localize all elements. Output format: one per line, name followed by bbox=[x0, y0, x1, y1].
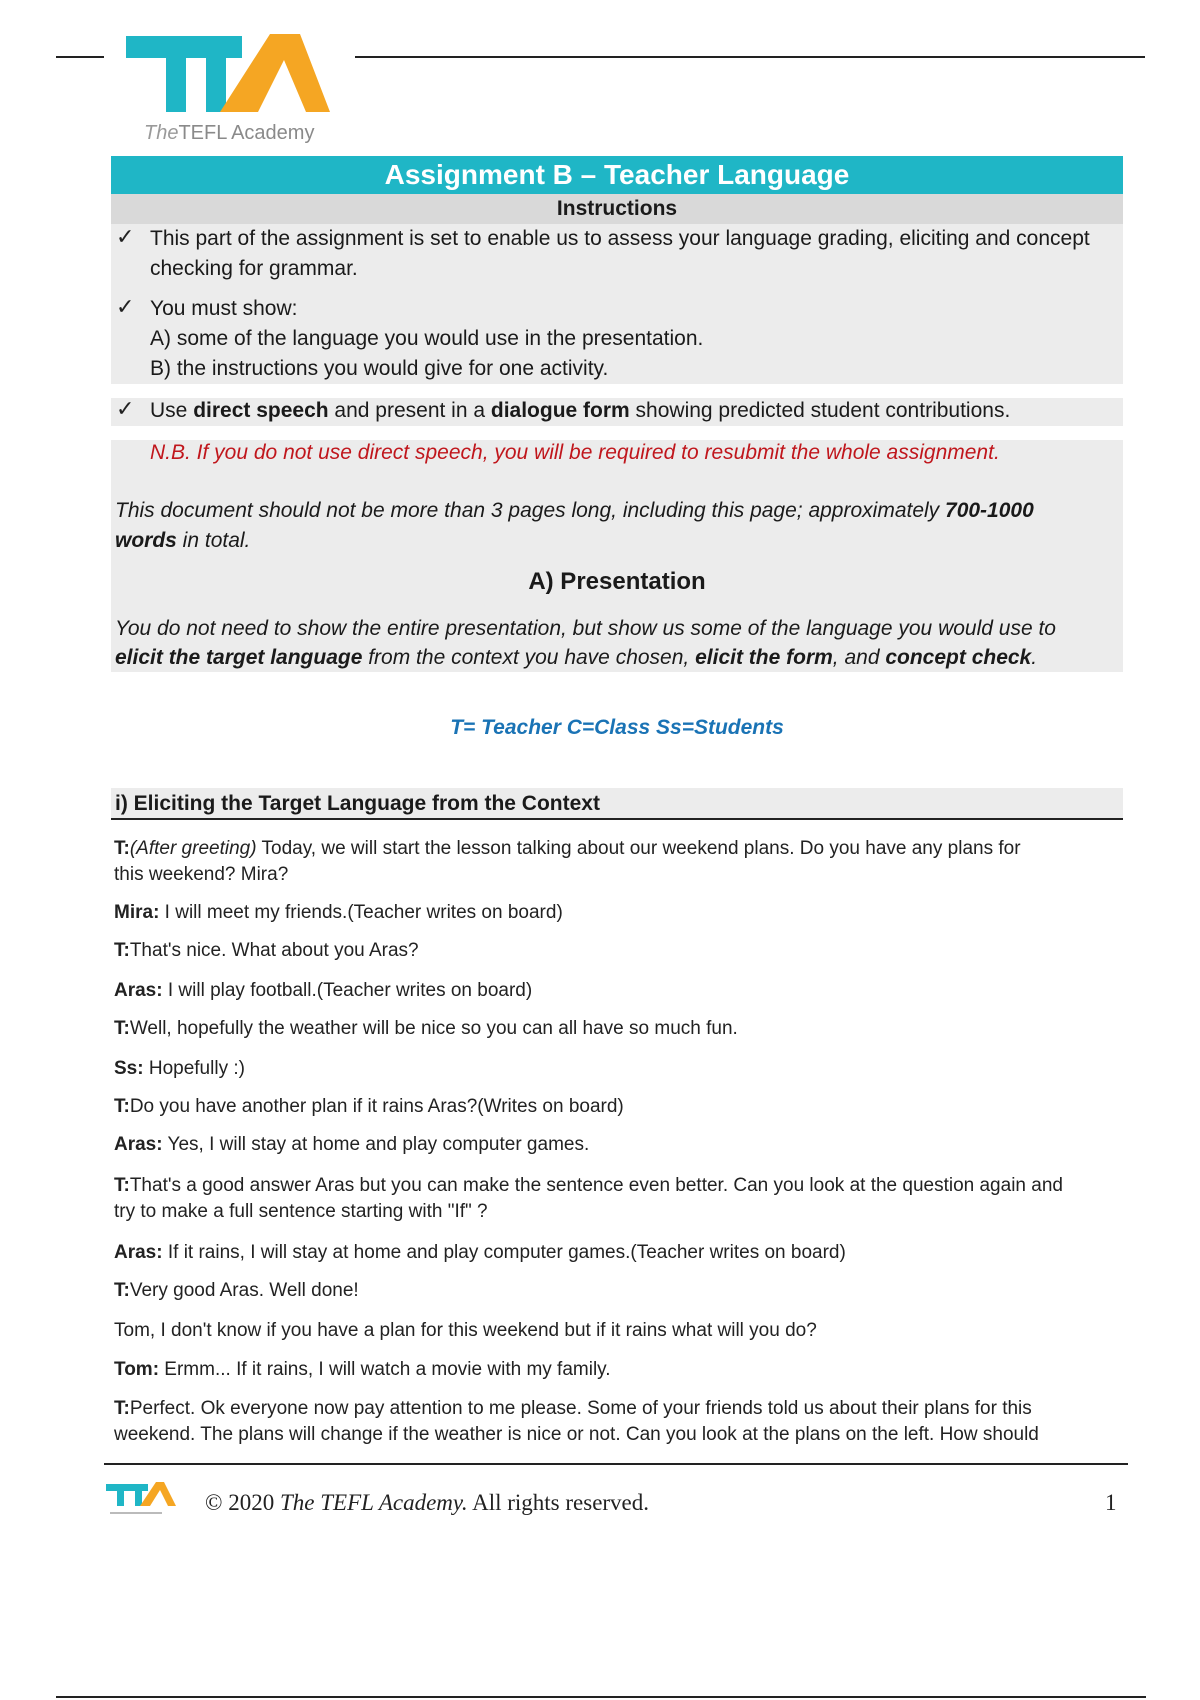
utterance-continuation: weekend. The plans will change if the weather is nice or not. Can you look at the plans on the left. How should bbox=[114, 1424, 1039, 1445]
dialogue-line bbox=[114, 1396, 1124, 1448]
utterance-text: Ermm... If it rains, I will watch a movie with my family. bbox=[159, 1359, 611, 1380]
dialogue-line bbox=[114, 1056, 1124, 1082]
speaker-label: T: bbox=[114, 1398, 130, 1419]
instruction-3: Use direct speech and present in a dialogue form showing predicted student contributions. bbox=[150, 399, 1011, 422]
utterance-text: Hopefully :) bbox=[143, 1058, 245, 1079]
dialogue-line bbox=[114, 1278, 1124, 1304]
speaker-label: Aras: bbox=[114, 980, 163, 1001]
checkmark-icon: ✓ bbox=[116, 224, 135, 249]
length-note-line-1: This document should not be more than 3 pages long, including this page; approximately 700-1000 bbox=[115, 499, 1034, 522]
speaker-label: Aras: bbox=[114, 1242, 163, 1263]
utterance-text: Well, hopefully the weather will be nice so you can all have so much fun. bbox=[129, 1018, 738, 1039]
utterance-text: Yes, I will stay at home and play computer games. bbox=[162, 1134, 590, 1155]
copyright: © 2020 The TEFL Academy. All rights reserved. bbox=[205, 1490, 650, 1515]
instruction-2-line-2: A) some of the language you would use in the presentation. bbox=[150, 327, 704, 350]
length-note-line-2: words in total. bbox=[115, 529, 251, 552]
instruction-1-line-2: checking for grammar. bbox=[150, 257, 358, 280]
instruction-2-line-3: B) the instructions you would give for one activity. bbox=[150, 357, 609, 380]
utterance-text: Today, we will start the lesson talking about our weekend plans. Do you have any plans for bbox=[256, 838, 1021, 859]
speaker-label: Aras: bbox=[114, 1134, 163, 1155]
dialogue-line bbox=[114, 1240, 1124, 1266]
top-rule-right bbox=[355, 56, 1145, 58]
utterance-text: Very good Aras. Well done! bbox=[129, 1280, 359, 1301]
utterance-text: That's nice. What about you Aras? bbox=[129, 940, 419, 961]
logo-subtitle: TheTEFL Academy bbox=[144, 122, 315, 144]
instruction-2-line-1: You must show: bbox=[150, 297, 298, 320]
dialogue-line bbox=[114, 836, 1124, 888]
speaker-label: T: bbox=[114, 838, 130, 859]
speaker-label: T: bbox=[114, 940, 130, 961]
bottom-rule bbox=[56, 1696, 1146, 1698]
utterance-continuation: try to make a full sentence starting with "If" ? bbox=[114, 1201, 488, 1222]
dialogue-line bbox=[114, 1132, 1124, 1158]
dialogue-line bbox=[114, 1094, 1124, 1120]
nb-warning: N.B. If you do not use direct speech, you will be required to resubmit the whole assignment. bbox=[150, 441, 1000, 464]
footer-rule bbox=[104, 1463, 1128, 1465]
section-i-heading: i) Eliciting the Target Language from the Context bbox=[111, 788, 1123, 820]
checkmark-icon: ✓ bbox=[116, 294, 135, 319]
speaker-label: Tom: bbox=[114, 1359, 160, 1380]
presentation-desc-line-2: elicit the target language from the context you have chosen, elicit the form, and concept check. bbox=[115, 646, 1038, 669]
speaker-label: T: bbox=[114, 1096, 130, 1117]
dialogue-line bbox=[114, 1318, 1124, 1344]
dialogue-line bbox=[114, 978, 1124, 1004]
dialogue-line bbox=[114, 1173, 1124, 1225]
stage-direction: (After greeting) bbox=[129, 838, 257, 859]
checkmark-icon: ✓ bbox=[116, 396, 135, 421]
presentation-title: A) Presentation bbox=[528, 568, 706, 595]
instructions-heading: Instructions bbox=[111, 194, 1123, 224]
utterance-continuation: this weekend? Mira? bbox=[114, 864, 289, 885]
speaker-label: Mira: bbox=[114, 902, 160, 923]
dialogue-line bbox=[114, 1357, 1124, 1383]
page-number: 1 bbox=[1105, 1490, 1117, 1515]
dialogue-line bbox=[114, 1016, 1124, 1042]
speaker-label: T: bbox=[114, 1018, 130, 1039]
footer-logo bbox=[104, 1480, 182, 1522]
utterance-text: That's a good answer Aras but you can make the sentence even better. Can you look at the question again and bbox=[129, 1175, 1063, 1196]
speaker-legend: T= Teacher C=Class Ss=Students bbox=[450, 716, 784, 739]
utterance-text: I will meet my friends.(Teacher writes on board) bbox=[159, 902, 563, 923]
utterance-text: Tom, I don't know if you have a plan for this weekend but if it rains what will you do? bbox=[114, 1320, 817, 1341]
dialogue-line bbox=[114, 900, 1124, 926]
speaker-label: T: bbox=[114, 1175, 130, 1196]
utterance-text: Perfect. Ok everyone now pay attention to me please. Some of your friends told us about their plans for this bbox=[129, 1398, 1032, 1419]
instruction-1-line-1: This part of the assignment is set to enable us to assess your language grading, eliciting and concept bbox=[150, 227, 1090, 250]
speaker-label: Ss: bbox=[114, 1058, 144, 1079]
presentation-desc-line-1: You do not need to show the entire presentation, but show us some of the language you would use to bbox=[115, 617, 1056, 640]
utterance-text: I will play football.(Teacher writes on board) bbox=[162, 980, 533, 1001]
utterance-text: If it rains, I will stay at home and play computer games.(Teacher writes on board) bbox=[162, 1242, 846, 1263]
top-rule-left bbox=[56, 56, 104, 58]
speaker-label: T: bbox=[114, 1280, 130, 1301]
utterance-text: Do you have another plan if it rains Aras?(Writes on board) bbox=[129, 1096, 624, 1117]
assignment-title: Assignment B – Teacher Language bbox=[111, 156, 1123, 194]
dialogue-line bbox=[114, 938, 1124, 964]
